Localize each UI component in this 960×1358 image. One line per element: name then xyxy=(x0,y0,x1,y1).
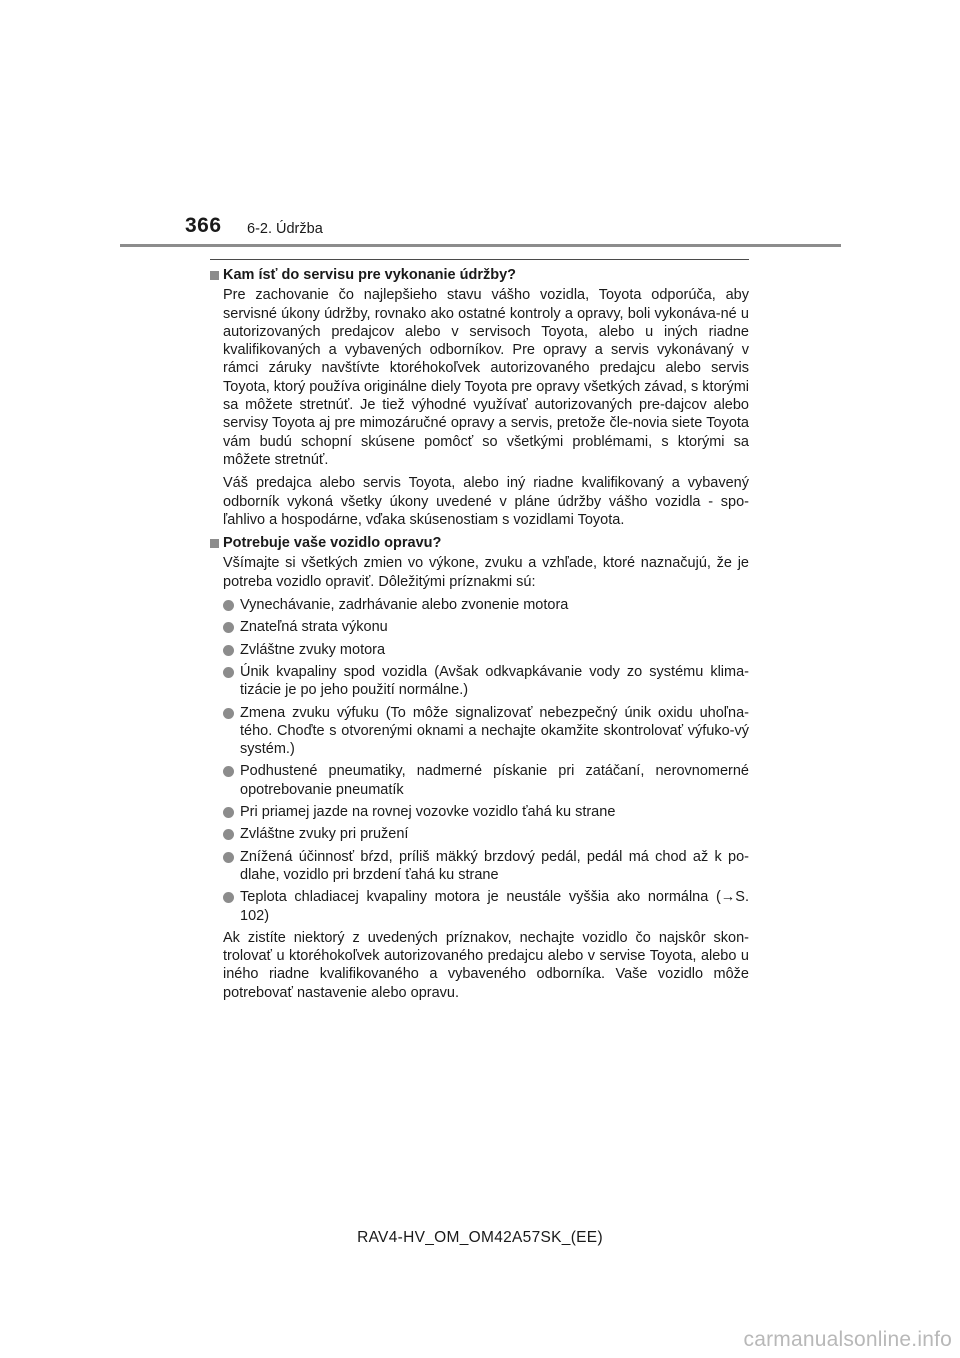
list-item-text: Zvláštne zvuky pri pružení xyxy=(240,826,409,843)
circle-bullet-icon xyxy=(223,807,234,818)
circle-bullet-icon xyxy=(223,667,234,678)
paragraph: Váš predajca alebo servis Toyota, alebo iný riadne kvalifikovaný a vybavený odborník vykoná všetky úkony uvedené v pláne údržby vášho vozidla - spo-ľahlivo a hospodárne, vďaka skúsenostiam s vozidlami Toyota. xyxy=(223,475,749,528)
list-item-text: Teplota chladiacej kvapaliny motora je neustále vyššia ako normálna (→S. 102) xyxy=(240,889,749,924)
square-bullet-icon xyxy=(210,539,219,548)
list-item-text: Znateľná strata výkonu xyxy=(240,619,388,636)
list-item xyxy=(223,596,749,614)
list-item-text: Zmena zvuku výfuku (To môže signalizovať nebezpečný únik oxidu uhoľna-tého. Choďte s otvorenými oknami a nechajte okamžite skontrolovať výfuko-vý systém.) xyxy=(240,704,749,758)
content-top-divider xyxy=(210,259,749,260)
subheading-needs-repair xyxy=(210,534,749,552)
main-content xyxy=(210,266,749,1007)
list-item-text: Podhustené pneumatiky, nadmerné pískanie pri zatáčaní, nerovnomerné opotrebovanie pneumatík xyxy=(240,763,749,798)
list-item xyxy=(223,803,749,821)
paragraph: Ak zistíte niektorý z uvedených príznakov, nechajte vozidlo čo najskôr skon-trolovať u ktoréhokoľvek autorizovaného predajcu alebo v servise Toyota, alebo u iného riadne kvalifikovaného a vybaveného odborníka. Vaše vozidlo môže potrebovať nastavenie alebo opravu. xyxy=(223,929,749,1001)
list-item xyxy=(223,888,749,925)
subheading-text: Kam ísť do servisu pre vykonanie údržby? xyxy=(223,267,517,283)
circle-bullet-icon xyxy=(223,766,234,777)
paragraph: Pre zachovanie čo najlepšieho stavu vášho vozidla, Toyota odporúča, aby servisné úkony údržby, rovnako ako ostatné kontroly a opravy, boli vykonáva-né u autorizovaných predajcov alebo v servisoch Toyota, alebo u iných riadne kvalifikovaných a vybavených odborníkov. Pre opravy a servis vykonávaný v rámci záruky navštívte ktoréhokoľvek autorizovaného predajcu alebo servis Toyota, ktorý používa originálne diely Toyota pre opravy všetkých závad, s ktorými sa môžete stretnúť. Je tiež výhodné využívať autorizovaných pre-dajcov alebo servisy Toyota aj pre mimozáručné opravy a servis, pretože čle-novia siete Toyota vám budú schopní skúsene pomôcť so všetkými problémami, s ktorými sa môžete stretnúť. xyxy=(223,287,750,468)
list-item xyxy=(223,641,749,659)
list-item-text: Znížená účinnosť bŕzd, príliš mäkký brzdový pedál, pedál má chod až k po-dlahe, vozidlo pri brzdení ťahá ku strane xyxy=(240,848,749,883)
page-number: 366 xyxy=(185,214,222,237)
list-item xyxy=(223,704,749,759)
circle-bullet-icon xyxy=(223,645,234,656)
list-item xyxy=(223,762,749,799)
document-code: RAV4-HV_OM_OM42A57SK_(EE) xyxy=(357,1229,603,1246)
section-title: 6-2. Údržba xyxy=(247,221,323,237)
paragraph: Všímajte si všetkých zmien vo výkone, zvuku a vzhľade, ktoré naznačujú, že je potreba vozidlo opraviť. Dôležitými príznakmi sú: xyxy=(223,555,749,590)
circle-bullet-icon xyxy=(223,622,234,633)
header-divider xyxy=(120,244,841,247)
list-item xyxy=(223,618,749,636)
watermark: carmanualsonline.info xyxy=(743,1328,952,1351)
list-item-text: Vynechávanie, zadrhávanie alebo zvonenie motora xyxy=(240,597,569,614)
subheading-text: Potrebuje vaše vozidlo opravu? xyxy=(223,535,442,552)
list-item xyxy=(223,825,749,843)
subheading-where-to-service xyxy=(210,266,749,284)
circle-bullet-icon xyxy=(223,852,234,863)
circle-bullet-icon xyxy=(223,600,234,611)
list-item-text: Únik kvapaliny spod vozidla (Avšak odkvapkávanie vody zo systému klima-tizácie je po jeho použití normálne.) xyxy=(240,663,749,699)
circle-bullet-icon xyxy=(223,892,234,903)
list-item-text: Zvláštne zvuky motora xyxy=(240,641,386,658)
list-item xyxy=(223,848,749,885)
square-bullet-icon xyxy=(210,271,219,280)
symptom-list xyxy=(223,596,749,925)
circle-bullet-icon xyxy=(223,708,234,719)
list-item-text: Pri priamej jazde na rovnej vozovke vozidlo ťahá ku strane xyxy=(240,804,616,821)
circle-bullet-icon xyxy=(223,829,234,840)
list-item xyxy=(223,663,749,700)
